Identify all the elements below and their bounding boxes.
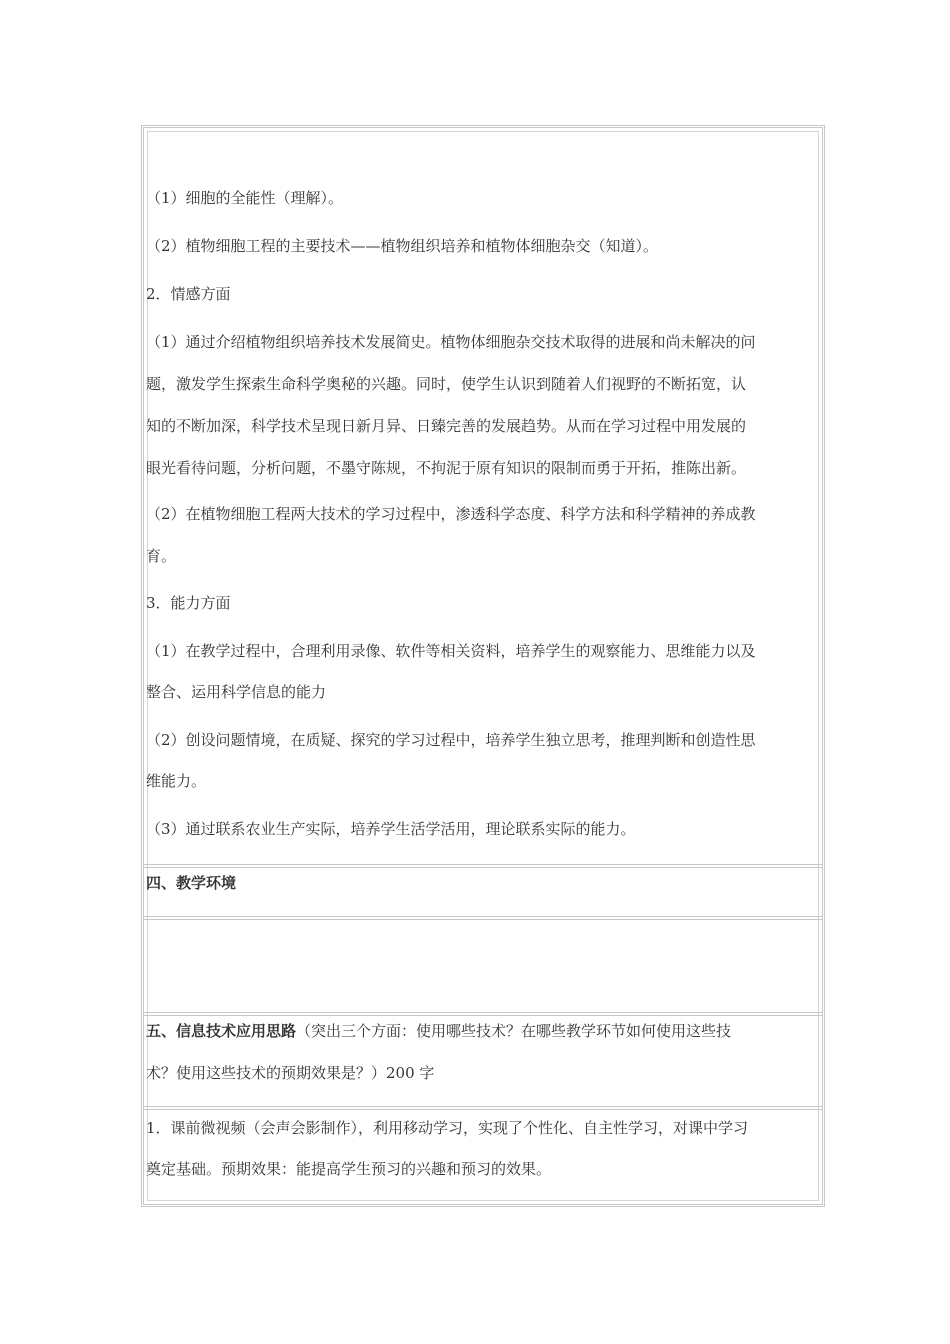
- emotion-heading: 2．情感方面: [146, 285, 231, 303]
- document-table: [141, 125, 825, 1207]
- ability-item-2-line-1: （2）创设问题情境，在质疑、探究的学习过程中，培养学生独立思考，推理判断和创造性思: [146, 731, 756, 749]
- emotion-item-2-line-2: 育。: [146, 547, 177, 565]
- ability-item-1-line-2: 整合、运用科学信息的能力: [146, 683, 327, 701]
- row-separator: [144, 1106, 822, 1110]
- knowledge-item-2: （2）植物细胞工程的主要技术——植物组织培养和植物体细胞杂交（知道）。: [146, 237, 659, 255]
- section-5-heading-line-1: [146, 1021, 820, 1041]
- section-5-note: （突出三个方面：使用哪些技术？在哪些教学环节如何使用这些技: [296, 1022, 732, 1040]
- emotion-item-1-line-2: 题，激发学生探索生命科学奥秘的兴趣。同时，使学生认识到随着人们视野的不断拓宽，认: [146, 375, 747, 393]
- section-5-note-line-2: 术？使用这些技术的预期效果是？）200 字: [146, 1064, 435, 1082]
- section-5-content-line-1: 1．课前微视频（会声会影制作），利用移动学习，实现了个性化、自主性学习，对课中学习: [146, 1119, 749, 1137]
- row-separator: [144, 864, 822, 868]
- row-separator: [144, 916, 822, 920]
- section-5-heading: 五、信息技术应用思路: [146, 1022, 297, 1040]
- ability-item-1-line-1: （1）在教学过程中，合理利用录像、软件等相关资料，培养学生的观察能力、思维能力以及: [146, 642, 756, 660]
- emotion-item-1-line-4: 眼光看待问题，分析问题，不墨守陈规，不拘泥于原有知识的限制而勇于开拓，推陈出新。: [146, 459, 747, 477]
- row-separator: [144, 1012, 822, 1016]
- ability-item-2-line-2: 维能力。: [146, 772, 207, 790]
- ability-item-3: （3）通过联系农业生产实际，培养学生活学活用，理论联系实际的能力。: [146, 820, 636, 838]
- emotion-item-1-line-1: （1）通过介绍植物组织培养技术发展简史。植物体细胞杂交技术取得的进展和尚未解决的问: [146, 333, 756, 351]
- section-5-content-line-2: 奠定基础。预期效果：能提高学生预习的兴趣和预习的效果。: [146, 1160, 552, 1178]
- ability-heading: 3．能力方面: [146, 594, 231, 612]
- knowledge-item-1: （1）细胞的全能性（理解）。: [146, 189, 344, 207]
- emotion-item-2-line-1: （2）在植物细胞工程两大技术的学习过程中，渗透科学态度、科学方法和科学精神的养成教: [146, 505, 756, 523]
- emotion-item-1-line-3: 知的不断加深，科学技术呈现日新月异、日臻完善的发展趋势。从而在学习过程中用发展的: [146, 417, 747, 435]
- section-4-heading: 四、教学环境: [146, 874, 237, 892]
